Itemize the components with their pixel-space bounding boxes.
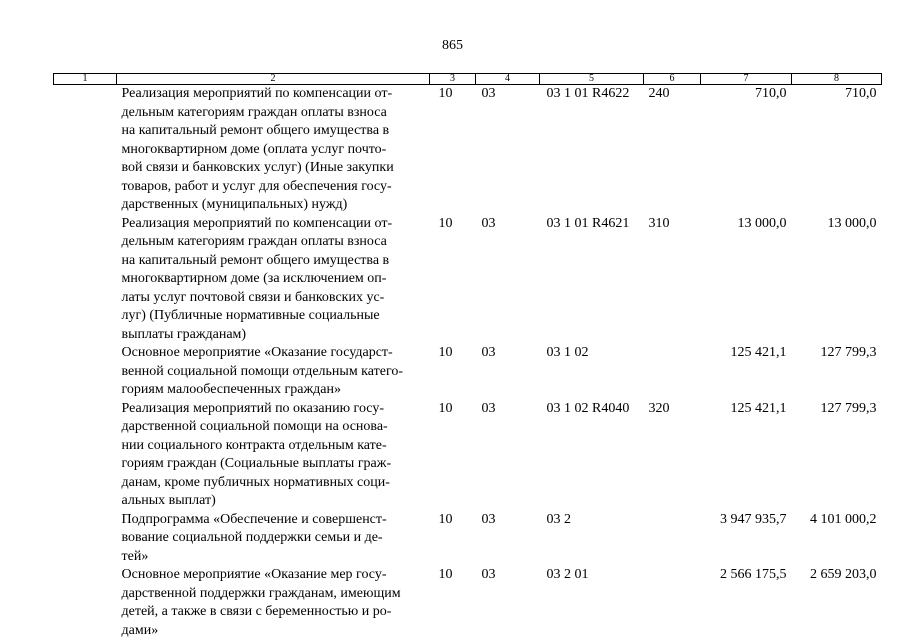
cell-amount-year-1: 710,0 <box>755 86 787 101</box>
cell-name-line: Реализация мероприятий по компенсации от- <box>121 86 393 101</box>
cell-name-line: вой связи и банковских услуг) (Иные закупки <box>121 160 394 175</box>
cell-target-article: 03 2 <box>546 511 571 527</box>
cell-name-line: многоквартирном доме (оплата услуг почто- <box>121 141 387 157</box>
cell-section: 10 <box>438 215 453 231</box>
cell-section: 10 <box>438 511 453 527</box>
cell-name-line: данам, кроме публичных нормативных соци- <box>121 474 390 490</box>
column-header-7: 7 <box>701 74 792 85</box>
cell-name <box>117 511 430 567</box>
column-header-8: 8 <box>792 74 882 85</box>
cell-number <box>54 566 117 640</box>
cell-name-line: Реализация мероприятий по компенсации от- <box>121 215 393 231</box>
column-header-6: 6 <box>644 74 701 85</box>
table-row <box>54 215 882 345</box>
cell-name <box>117 85 430 215</box>
table-body <box>54 85 882 640</box>
cell-name-line: Основное мероприятие «Оказание государст- <box>121 345 393 360</box>
column-header-5: 5 <box>540 74 644 85</box>
cell-amount-year-1: 13 000,0 <box>737 215 787 231</box>
cell-name <box>117 400 430 511</box>
cell-name-line: дельным категориям граждан оплаты взноса <box>121 104 387 120</box>
cell-subsection: 03 <box>481 215 496 231</box>
cell-section: 10 <box>438 86 453 101</box>
cell-name-line: альных выплат) <box>121 493 216 508</box>
cell-number <box>54 511 117 567</box>
cell-amount-year-2: 2 659 203,0 <box>810 567 877 582</box>
cell-target-article: 03 1 01 R4622 <box>546 86 630 101</box>
cell-target-article: 03 1 01 R4621 <box>546 215 630 231</box>
cell-subsection: 03 <box>481 400 496 416</box>
cell-name-line: дарственных (муниципальных) нужд) <box>121 197 348 212</box>
cell-amount-year-1: 2 566 175,5 <box>720 567 787 582</box>
cell-name-line: товаров, работ и услуг для обеспечения госу- <box>121 178 392 194</box>
header-row <box>54 74 882 85</box>
cell-name-line: дарственной социальной помощи на основа- <box>121 419 388 434</box>
cell-amount-year-2: 127 799,3 <box>820 345 877 360</box>
cell-name-line: Основное мероприятие «Оказание мер госу- <box>121 567 387 582</box>
cell-amount-year-2: 4 101 000,2 <box>810 511 877 527</box>
cell-name-line: гориям малообеспеченных граждан» <box>121 382 341 397</box>
cell-name <box>117 344 430 400</box>
cell-name <box>117 566 430 640</box>
cell-name <box>117 215 430 345</box>
cell-name-line: латы услуг почтовой связи и банковских ус- <box>121 289 385 305</box>
cell-expense-type: 320 <box>648 400 670 416</box>
page-number: 865 <box>442 38 463 53</box>
table-row <box>54 85 882 215</box>
cell-name-line: дами» <box>121 622 159 638</box>
cell-amount-year-2: 13 000,0 <box>827 215 877 231</box>
cell-name-line: Реализация мероприятий по оказанию госу- <box>121 400 384 416</box>
cell-name-line: венной социальной помощи отдельным катего- <box>121 363 404 379</box>
cell-number <box>54 400 117 511</box>
cell-name-line: на капитальный ремонт общего имущества в <box>121 252 390 268</box>
cell-name-line: детей, а также в связи с беременностью и ро- <box>121 604 392 619</box>
cell-subsection: 03 <box>481 86 496 101</box>
cell-name-line: гориям граждан (Социальные выплаты граж- <box>121 456 392 471</box>
cell-name-line: выплаты гражданам) <box>121 326 247 342</box>
table-row <box>54 566 882 640</box>
column-header-3: 3 <box>430 74 476 85</box>
table-row <box>54 511 882 567</box>
column-header-2: 2 <box>117 74 430 85</box>
cell-amount-year-2: 710,0 <box>845 86 877 101</box>
cell-expense-type <box>644 511 701 567</box>
cell-section: 10 <box>438 567 453 582</box>
cell-target-article: 03 1 02 R4040 <box>546 400 630 416</box>
cell-amount-year-1: 125 421,1 <box>730 400 787 416</box>
cell-target-article: 03 2 01 <box>546 567 589 582</box>
cell-subsection: 03 <box>481 511 496 527</box>
cell-section: 10 <box>438 345 453 360</box>
cell-name-line: многоквартирном доме (за исключением оп- <box>121 271 387 286</box>
column-header-1: 1 <box>54 74 117 85</box>
cell-amount-year-2: 127 799,3 <box>820 400 877 416</box>
cell-name-line: тей» <box>121 548 149 564</box>
cell-name-line: дельным категориям граждан оплаты взноса <box>121 234 387 249</box>
cell-name-line: Подпрограмма «Обеспечение и совершенст- <box>121 511 387 527</box>
table-row <box>54 400 882 511</box>
cell-name-line: луг) (Публичные нормативные социальные <box>121 308 380 323</box>
cell-subsection: 03 <box>481 567 496 582</box>
cell-number <box>54 344 117 400</box>
cell-expense-type: 240 <box>648 86 670 101</box>
cell-subsection: 03 <box>481 345 496 360</box>
cell-expense-type: 310 <box>648 215 670 231</box>
table-row <box>54 344 882 400</box>
cell-expense-type <box>644 344 701 400</box>
cell-name-line: вование социальной поддержки семьи и де- <box>121 530 383 545</box>
cell-amount-year-1: 3 947 935,7 <box>720 511 787 527</box>
cell-number <box>54 215 117 345</box>
column-header-4: 4 <box>476 74 540 85</box>
table-header <box>54 74 882 85</box>
cell-expense-type <box>644 566 701 640</box>
cell-number <box>54 85 117 215</box>
cell-target-article: 03 1 02 <box>546 345 589 360</box>
cell-section: 10 <box>438 400 453 416</box>
budget-table <box>53 73 882 640</box>
cell-name-line: нии социального контракта отдельным кате- <box>121 437 387 453</box>
cell-name-line: дарственной поддержки гражданам, имеющим <box>121 585 401 601</box>
cell-name-line: на капитальный ремонт общего имущества в <box>121 123 390 138</box>
cell-amount-year-1: 125 421,1 <box>730 345 787 360</box>
